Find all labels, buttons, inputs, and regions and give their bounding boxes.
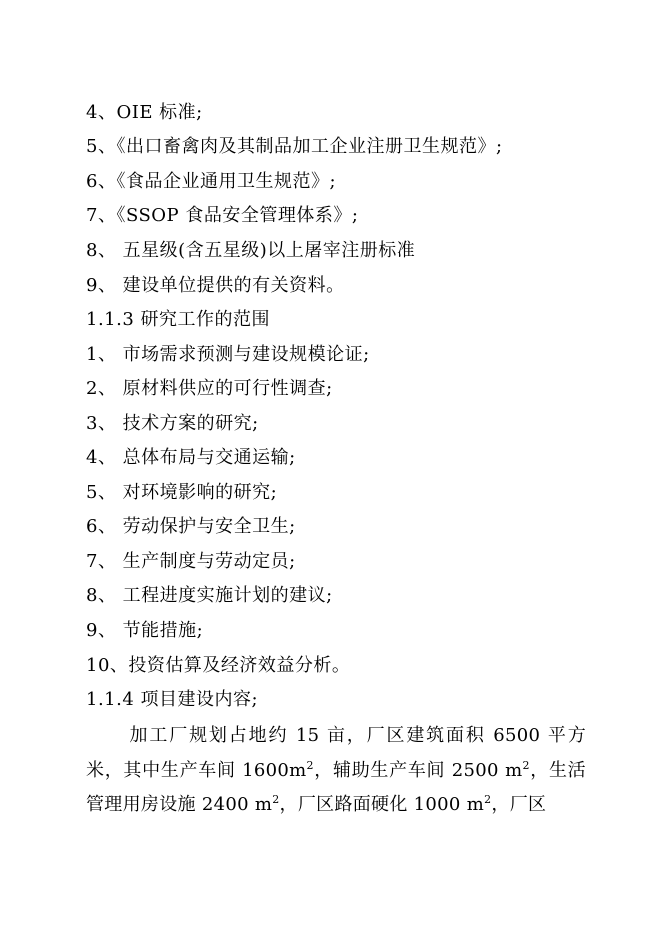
paragraph-text: ，辅助生产车间 2500 m (313, 759, 523, 781)
superscript: 2 (522, 758, 530, 772)
list-item: 6、 劳动保护与安全卫生; (86, 516, 296, 537)
list-item: 7、《SSOP 食品安全管理体系》; (86, 205, 359, 226)
list-item: 8、 五星级(含五星级)以上屠宰注册标准 (86, 240, 416, 261)
list-item: 5、 对环境影响的研究; (86, 482, 278, 503)
list-item: 5、《出口畜禽肉及其制品加工企业注册卫生规范》; (86, 136, 503, 157)
paragraph-text: ，生活管理用房设施 2400 m (86, 759, 586, 815)
section-heading: 1.1.3 研究工作的范围 (86, 309, 271, 330)
list-item: 8、 工程进度实施计划的建议; (86, 585, 333, 606)
body-paragraph (86, 719, 586, 823)
list-item: 4、OIE 标准; (86, 102, 203, 123)
paragraph-text: 加工厂规划占地约 15 亩，厂区建筑面积 6500 平方米，其中生产车间 1600m (86, 725, 586, 781)
list-item: 3、 技术方案的研究; (86, 413, 259, 434)
paragraph-text: ，厂区 (491, 794, 547, 815)
list-item: 6、《食品企业通用卫生规范》; (86, 171, 337, 192)
list-item: 2、 原材料供应的可行性调查; (86, 378, 333, 399)
list-item: 7、 生产制度与劳动定员; (86, 551, 296, 572)
list-item: 4、 总体布局与交通运输; (86, 447, 296, 468)
list-item: 1、 市场需求预测与建设规模论证; (86, 344, 370, 365)
list-item: 9、 建设单位提供的有关资料。 (86, 275, 345, 296)
superscript: 2 (484, 793, 492, 806)
list-item: 9、 节能措施; (86, 620, 204, 641)
list-item: 10、投资估算及经济效益分析。 (86, 655, 351, 676)
superscript: 2 (306, 758, 314, 772)
paragraph-text: ，厂区路面硬化 1000 m (279, 794, 485, 815)
superscript: 2 (272, 793, 280, 806)
section-heading: 1.1.4 项目建设内容; (86, 689, 259, 710)
